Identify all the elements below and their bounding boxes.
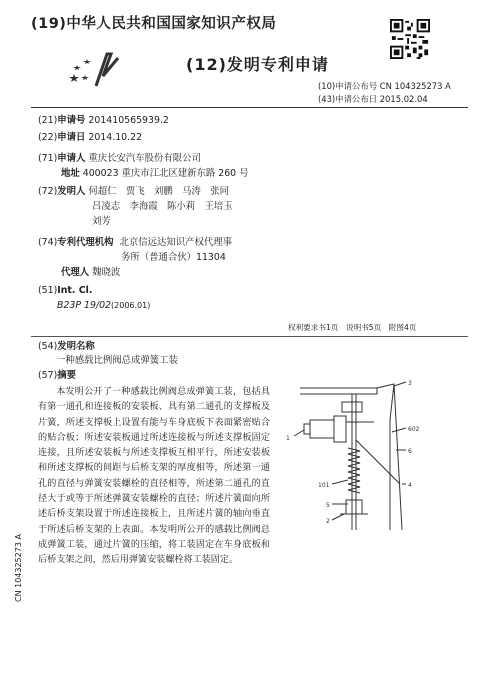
application-number: 201410565939.2 xyxy=(88,115,169,126)
applicant-row xyxy=(38,151,201,166)
field-code: (22) xyxy=(38,132,58,143)
publication-date: (43)申请公布日 2015.02.04 xyxy=(318,94,428,104)
field-label: 申请号 xyxy=(57,115,86,126)
publication-number: (10)申请公布号 CN 104325273 A xyxy=(318,81,451,91)
qr-code-icon xyxy=(390,19,430,59)
document-type: (12)发明专利申请 xyxy=(186,55,329,74)
figure-label: 4 xyxy=(408,482,412,489)
invention-title: 一种感载比例阀总成弹簧工装 xyxy=(56,355,178,366)
agency-name: 务所（普通合伙）11304 xyxy=(121,252,226,263)
field-label: 申请日 xyxy=(57,132,86,143)
agency-row xyxy=(38,235,232,250)
agent-row xyxy=(61,265,120,280)
intcl-row xyxy=(38,283,92,298)
field-label: 摘要 xyxy=(57,370,77,381)
field-label: 申请人 xyxy=(57,153,86,164)
application-number-row xyxy=(38,113,169,128)
agency-name: 北京信远达知识产权代理事 xyxy=(119,237,232,248)
figure-label: 2 xyxy=(326,518,330,525)
inventors-line: 何超仁 贾飞 刘鹏 马涛 张同 xyxy=(88,186,230,197)
field-label: 发明名称 xyxy=(57,341,95,352)
applicant-address: 400023 重庆市江北区建新东路 260 号 xyxy=(82,168,249,179)
field-label: 专利代理机构 xyxy=(57,237,114,248)
field-code: (51) xyxy=(38,285,58,296)
figure-label: 3 xyxy=(408,380,412,387)
page-counts: 权利要求书1页 说明书5页 附图4页 xyxy=(288,323,417,332)
side-publication-id: CN 104325273 A xyxy=(14,534,23,602)
counts-divider xyxy=(31,336,468,337)
field-label: Int. Cl. xyxy=(57,285,93,296)
figure-label: 101 xyxy=(318,482,330,489)
agent-name: 魏晓波 xyxy=(92,267,121,278)
figure-label: 1 xyxy=(286,435,290,442)
inventors-line: 吕凌志 李海霞 陈小莉 王培玉 xyxy=(92,201,233,212)
field-label: 发明人 xyxy=(57,186,86,197)
spring-tool-drawing xyxy=(282,380,488,530)
field-label: 代理人 xyxy=(61,267,90,278)
inventors-line: 刘芳 xyxy=(92,216,111,227)
field-code: (72) xyxy=(38,186,58,197)
application-date: 2014.10.22 xyxy=(88,132,143,143)
applicant-name: 重庆长安汽车股份有限公司 xyxy=(88,153,201,164)
field-code: (74) xyxy=(38,237,58,248)
address-row xyxy=(61,166,249,181)
ipc-class: B23P 19/02 xyxy=(57,300,112,311)
inventors-row xyxy=(38,184,229,199)
title-heading xyxy=(38,339,95,354)
ipc-date: (2006.01) xyxy=(111,301,151,310)
field-code: (21) xyxy=(38,115,58,126)
field-label: 地址 xyxy=(61,168,80,179)
figure-label: 6 xyxy=(408,448,412,455)
office-heading: (19)中华人民共和国国家知识产权局 xyxy=(31,16,277,32)
field-code: (71) xyxy=(38,153,58,164)
abstract-heading xyxy=(38,368,76,383)
ipc-row xyxy=(57,298,150,313)
figure-label: 602 xyxy=(408,426,420,433)
header-divider xyxy=(31,107,468,108)
field-code: (54) xyxy=(38,341,58,352)
cnipa-logo-icon xyxy=(63,50,121,90)
abstract-text: 本发明公开了一种感载比例阀总成弹簧工装，包括具有第一通孔和连接板的安装板、具有第二通孔的支撑板及片簧，所述支撑板上设置有能与车身底板下表面紧密贴合的贴合板；所述安装板通过所述连接板与所述支撑板固定连接，且所述安装板与所述支撑板互相平行，所述安装板和所述支撑板的间距与后桥支架的厚度相等，所述第一通孔的直径与弹簧安装螺栓的直径相等，所述第二通孔的直径大于或等于所述弹簧安装螺栓的直径；所述片簧面向所述后桥支架设置于所述连接板上，且所述片簧的轴向垂直于所述后桥支架的上表面。本发明所公开的感载比例阀总成弹簧工装，通过片簧的压缩，将工装固定在车身底板和后桥支架之间，然后用弹簧安装螺栓将工装固定。 xyxy=(38,387,270,566)
application-date-row xyxy=(38,130,142,145)
figure-label: 5 xyxy=(326,502,330,509)
field-code: (57) xyxy=(38,370,58,381)
